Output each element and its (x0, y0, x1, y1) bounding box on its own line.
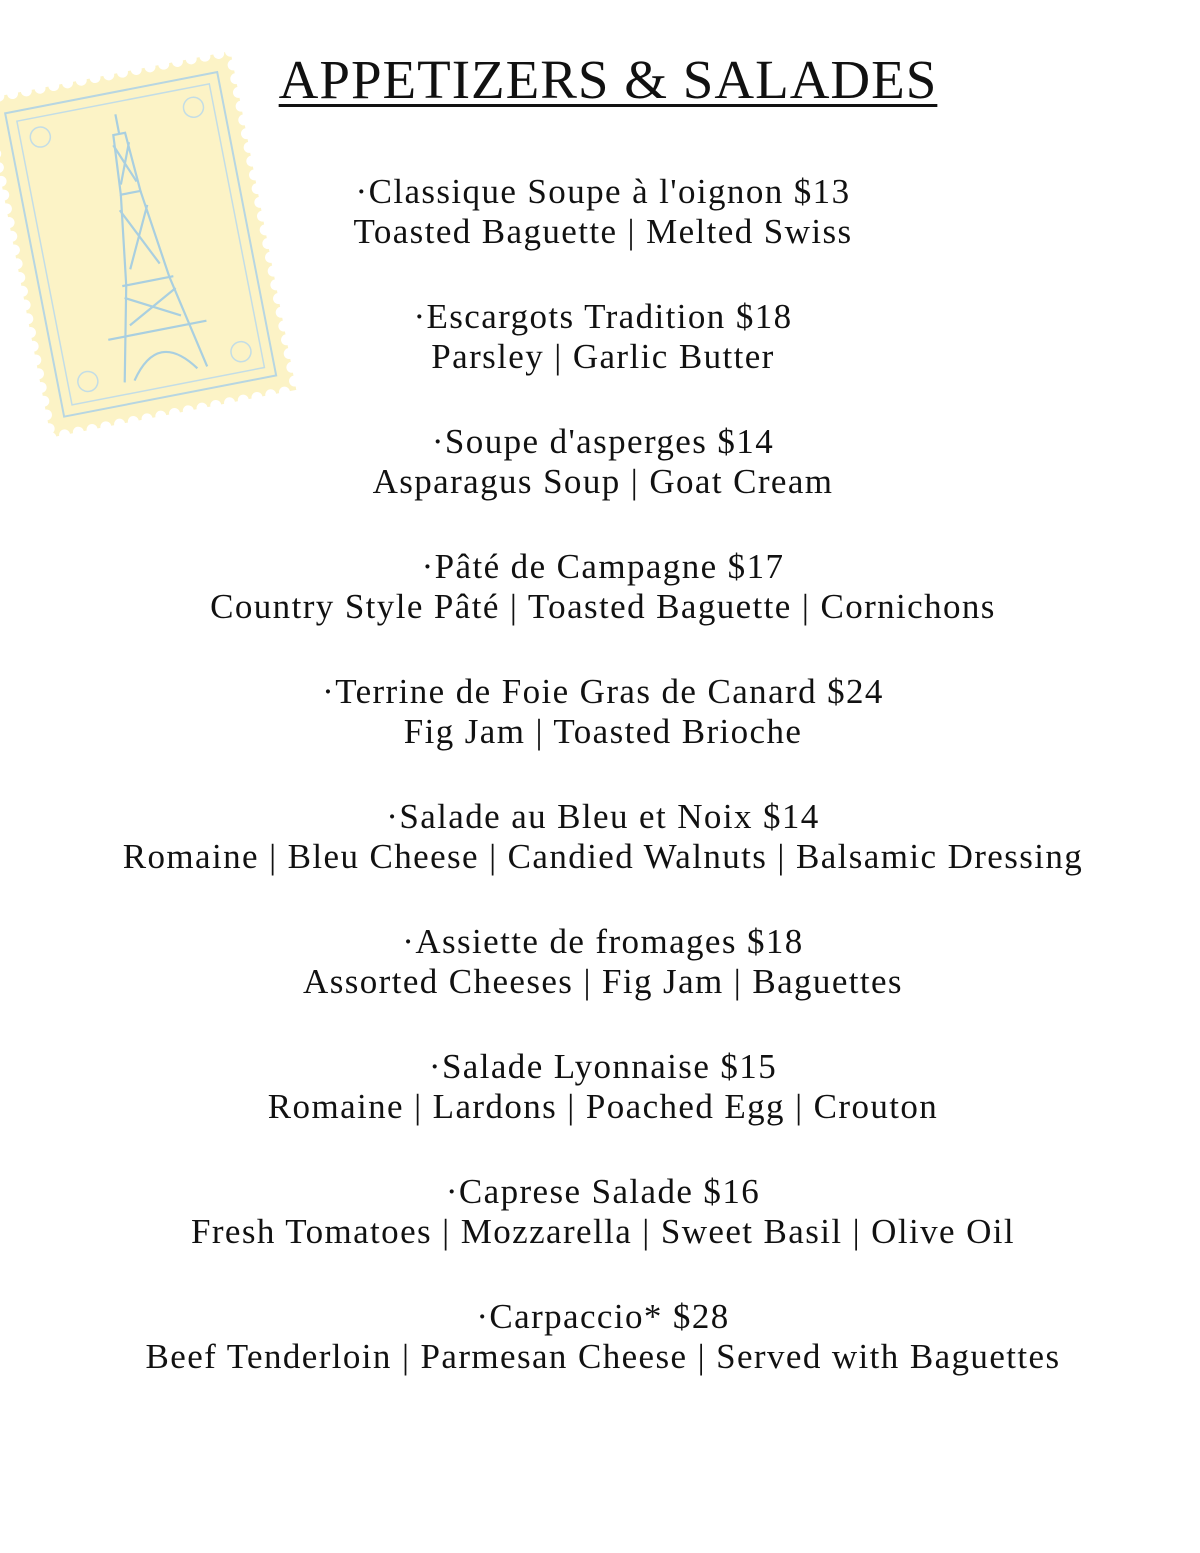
item-description: Romaine | Lardons | Poached Egg | Crouton (267, 1087, 939, 1126)
item-description: Country Style Pâté | Toasted Baguette | Cornichons (210, 587, 996, 626)
menu-item (0, 672, 1200, 797)
item-description: Asparagus Soup | Goat Cream (372, 462, 834, 501)
item-description: Parsley | Garlic Butter (431, 337, 775, 376)
item-description: Romaine | Bleu Cheese | Candied Walnuts | Balsamic Dressing (122, 837, 1084, 876)
menu-item (0, 297, 1200, 422)
item-name: ·Assiette de fromages $18 (402, 922, 804, 961)
item-name: ·Pâté de Campagne $17 (421, 547, 785, 586)
item-description: Fig Jam | Toasted Brioche (403, 712, 803, 751)
item-name: ·Terrine de Foie Gras de Canard $24 (322, 672, 884, 711)
menu-item (0, 797, 1200, 922)
item-name: ·Soupe d'asperges $14 (431, 422, 775, 461)
menu-item (0, 1047, 1200, 1172)
menu-item (0, 547, 1200, 672)
menu-item (0, 1172, 1200, 1297)
menu-item (0, 172, 1200, 297)
menu-item (0, 422, 1200, 547)
item-description: Assorted Cheeses | Fig Jam | Baguettes (303, 962, 903, 1001)
menu-list (0, 172, 1200, 1422)
item-name: ·Escargots Tradition $18 (413, 297, 793, 336)
item-name: ·Classique Soupe à l'oignon $13 (355, 172, 851, 211)
item-name: ·Salade au Bleu et Noix $14 (386, 797, 820, 836)
item-description: Fresh Tomatoes | Mozzarella | Sweet Basil | Olive Oil (190, 1212, 1016, 1251)
page-title: APPETIZERS & SALADES (278, 49, 938, 110)
item-description: Beef Tenderloin | Parmesan Cheese | Served with Baguettes (145, 1337, 1061, 1376)
menu-item (0, 1297, 1200, 1422)
item-description: Toasted Baguette | Melted Swiss (353, 212, 853, 251)
item-name: ·Caprese Salade $16 (445, 1172, 761, 1211)
item-name: ·Salade Lyonnaise $15 (428, 1047, 778, 1086)
menu-item (0, 922, 1200, 1047)
item-name: ·Carpaccio* $28 (476, 1297, 730, 1336)
